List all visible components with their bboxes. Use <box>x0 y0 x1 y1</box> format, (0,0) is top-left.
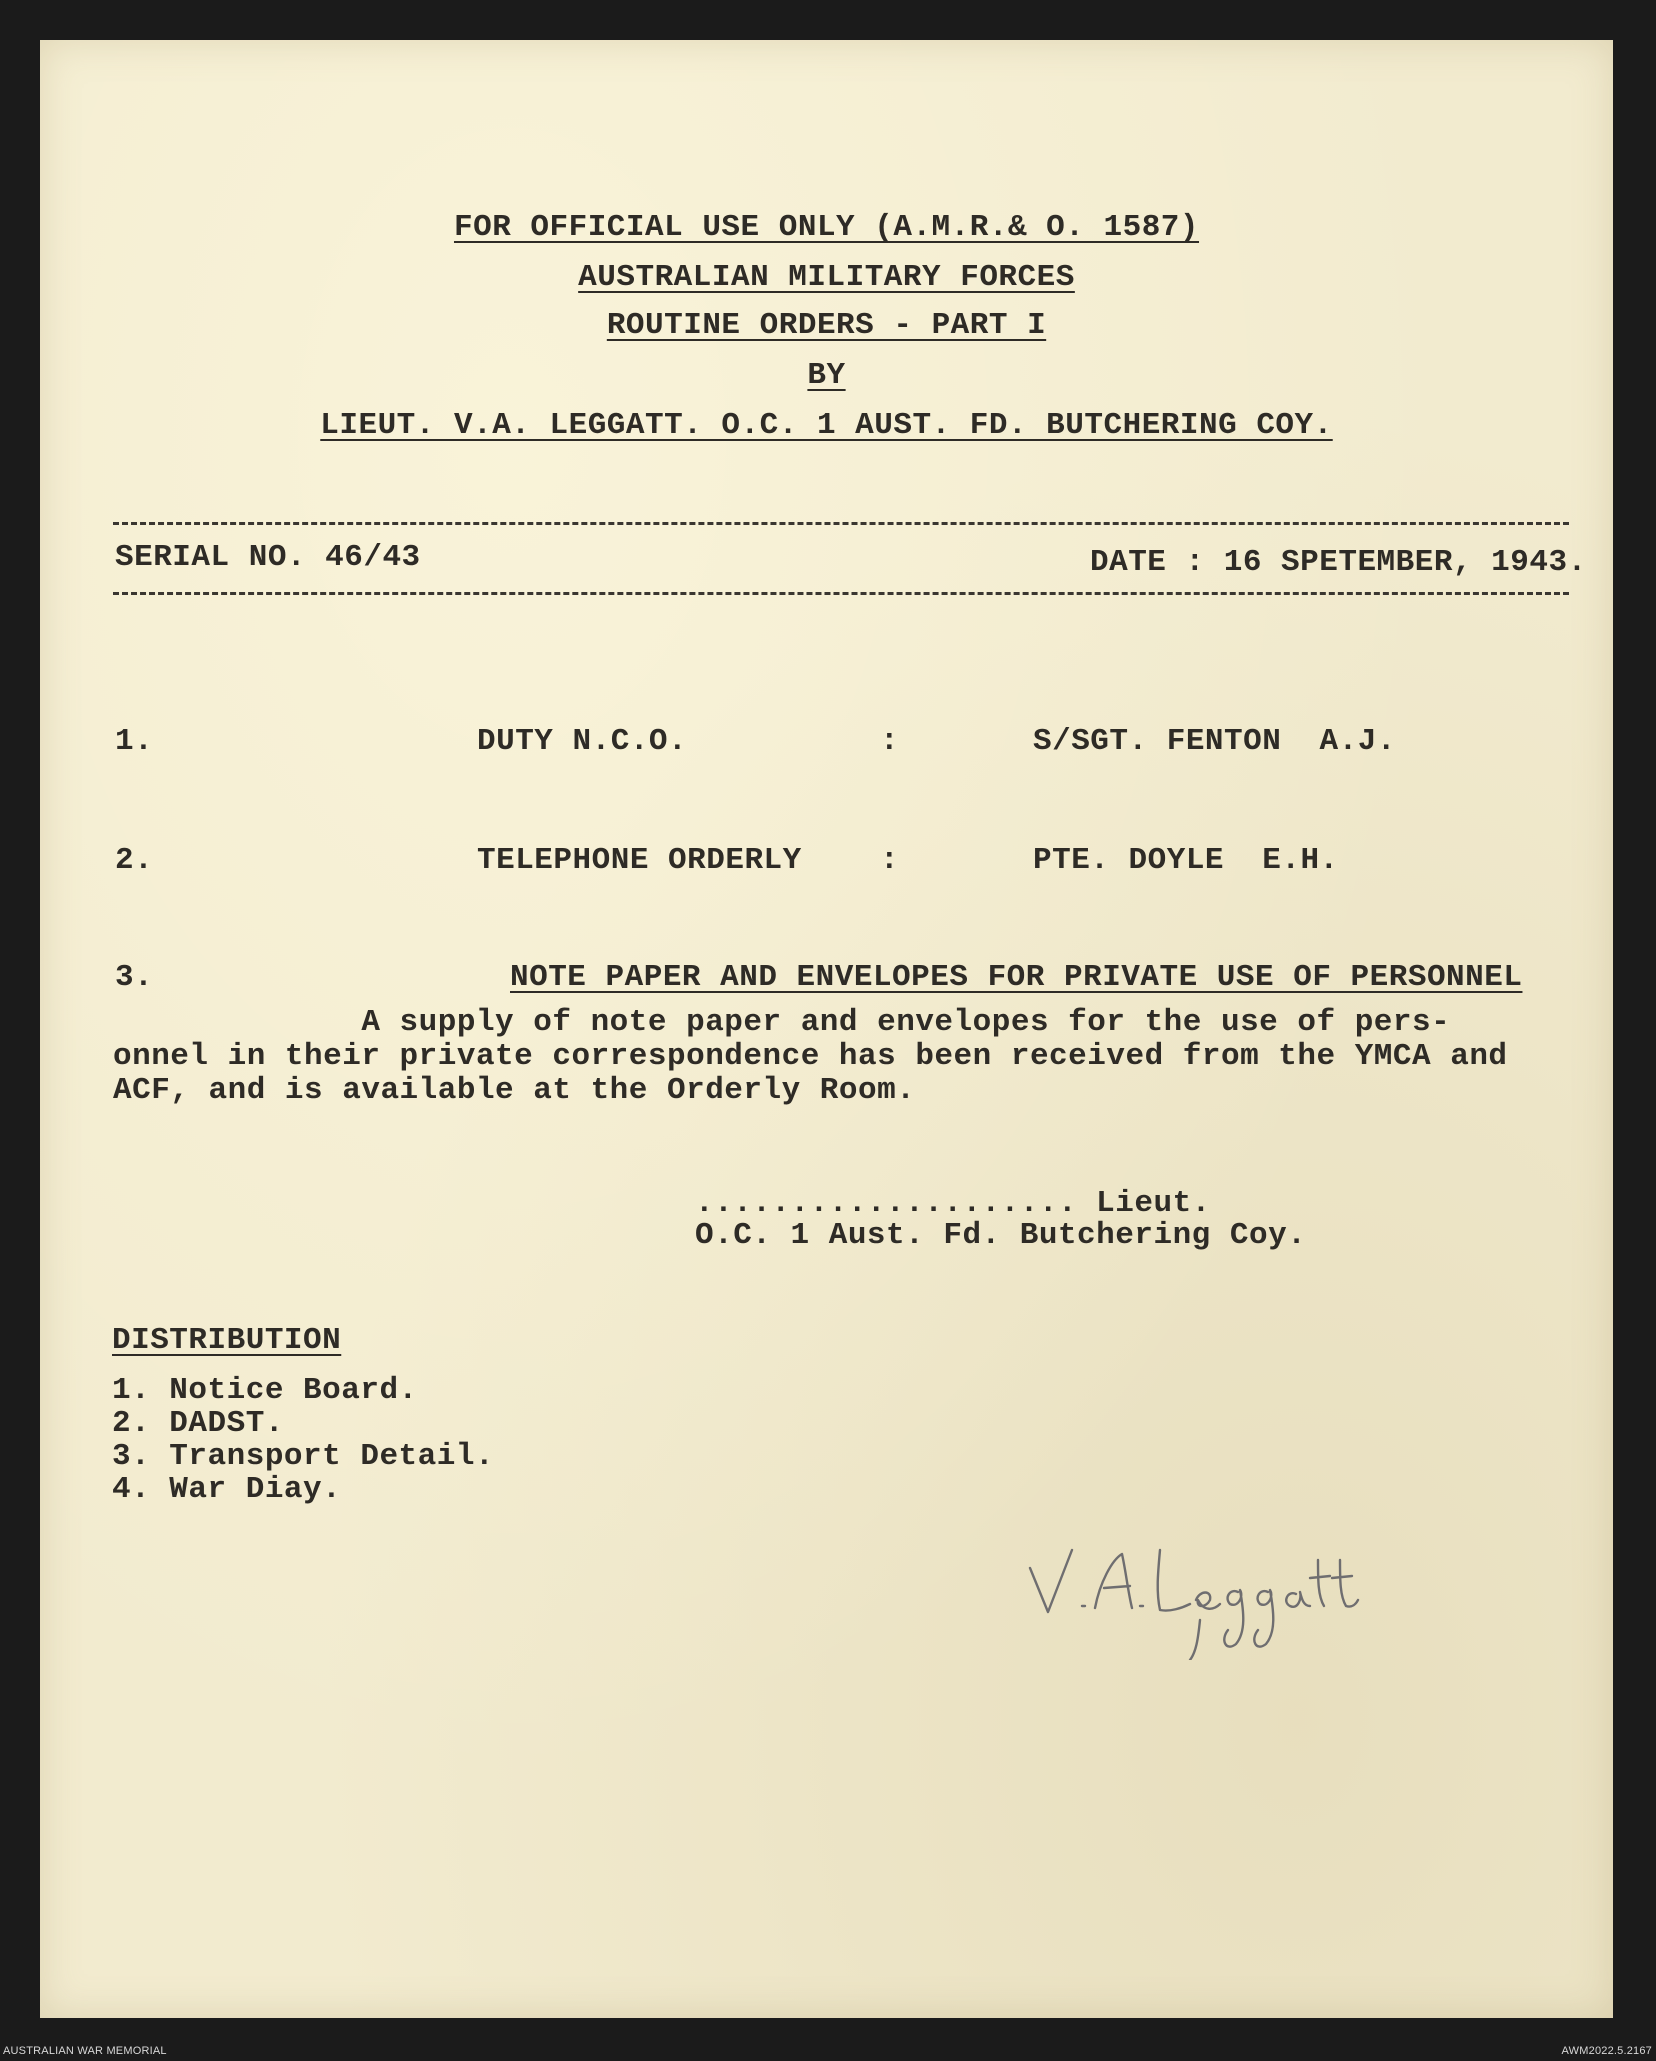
archive-reference: AWM2022.5.2167 <box>1561 2045 1652 2057</box>
item-body-line: A supply of note paper and envelopes for the use of pers- <box>113 1005 1451 1040</box>
signature-title: O.C. 1 Aust. Fd. Butchering Coy. <box>695 1218 1307 1253</box>
item-separator: : <box>880 843 900 878</box>
signature-line: .................... Lieut. <box>695 1186 1211 1221</box>
item-body-line: onnel in their private correspondence has been received from the YMCA and <box>113 1039 1508 1074</box>
item-label: DUTY N.C.O. <box>477 724 688 759</box>
distribution-item: 1. Notice Board. <box>112 1373 418 1408</box>
distribution-item: 4. War Diay. <box>112 1472 342 1507</box>
item-body-line: ACF, and is available at the Orderly Room. <box>113 1073 916 1108</box>
divider-top <box>113 522 1569 525</box>
organisation-title: AUSTRALIAN MILITARY FORCES <box>578 260 1075 295</box>
distribution-heading: DISTRIBUTION <box>112 1323 342 1358</box>
document-page <box>40 40 1613 2018</box>
distribution-item: 3. Transport Detail. <box>112 1439 495 1474</box>
issuing-officer: LIEUT. V.A. LEGGATT. O.C. 1 AUST. FD. BUTCHERING COY. <box>320 408 1333 443</box>
archive-credit: AUSTRALIAN WAR MEMORIAL <box>3 2045 167 2057</box>
divider-bottom <box>113 592 1569 595</box>
document-title: ROUTINE ORDERS - PART I <box>606 308 1047 343</box>
item-number: 1. <box>115 724 154 759</box>
item-separator: : <box>880 724 900 759</box>
security-classification: FOR OFFICIAL USE ONLY (A.M.R.& O. 1587) <box>453 210 1200 245</box>
item-value: S/SGT. FENTON A.J. <box>1033 724 1396 759</box>
item-label: TELEPHONE ORDERLY <box>477 843 802 878</box>
order-date: DATE : 16 SPETEMBER, 1943. <box>1090 545 1587 580</box>
item-number: 2. <box>115 843 154 878</box>
distribution-item: 2. DADST. <box>112 1406 284 1441</box>
by-line: BY <box>807 358 846 393</box>
serial-number: SERIAL NO. 46/43 <box>115 540 421 575</box>
item-number: 3. <box>115 960 154 995</box>
handwritten-signature <box>1000 1520 1420 1660</box>
item-heading: NOTE PAPER AND ENVELOPES FOR PRIVATE USE OF PERSONNEL <box>510 960 1523 995</box>
item-value: PTE. DOYLE E.H. <box>1033 843 1339 878</box>
